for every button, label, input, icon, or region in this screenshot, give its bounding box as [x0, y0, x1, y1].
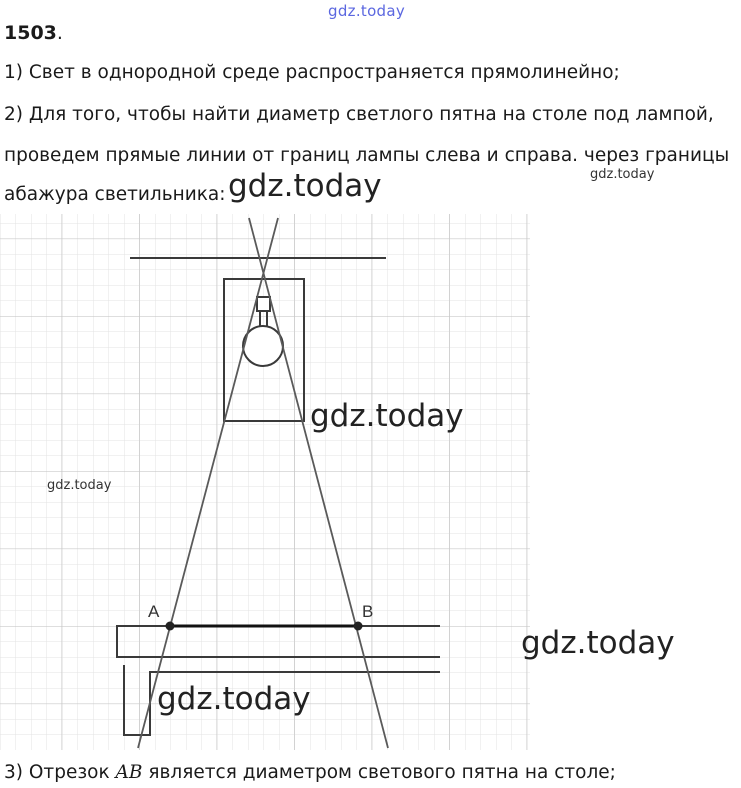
watermark-small-left: gdz.today — [47, 478, 112, 493]
watermark-top: gdz.today — [328, 2, 406, 20]
text-line-2: 2) Для того, чтобы найти диаметр светлого пятна на столе под лампой, — [4, 104, 714, 125]
watermark-right: gdz.today — [521, 625, 675, 661]
point-b-label: B — [362, 602, 374, 621]
text-line-5-prefix: 3) Отрезок — [4, 762, 116, 783]
segment-name: AB — [115, 762, 143, 783]
text-line-4: абажура светильника: — [4, 184, 226, 205]
text-line-1: 1) Свет в однородной среде распространяется прямолинейно; — [4, 62, 620, 83]
watermark-middle: gdz.today — [310, 398, 464, 434]
problem-number-dot: . — [56, 22, 63, 44]
watermark-bottom: gdz.today — [157, 681, 311, 717]
watermark-small-right: gdz.today — [590, 167, 655, 182]
text-line-5-suffix: является диаметром светового пятна на столе; — [142, 762, 616, 783]
watermark-after-line4: gdz.today — [228, 168, 382, 204]
point-a-marker — [166, 622, 175, 631]
problem-number-value: 1503 — [4, 22, 57, 44]
text-line-5 — [4, 762, 616, 783]
point-a-label: A — [148, 602, 160, 621]
point-b-marker — [354, 622, 363, 631]
text-line-3: проведем прямые линии от границ лампы слева и справа. через границы — [4, 145, 730, 166]
